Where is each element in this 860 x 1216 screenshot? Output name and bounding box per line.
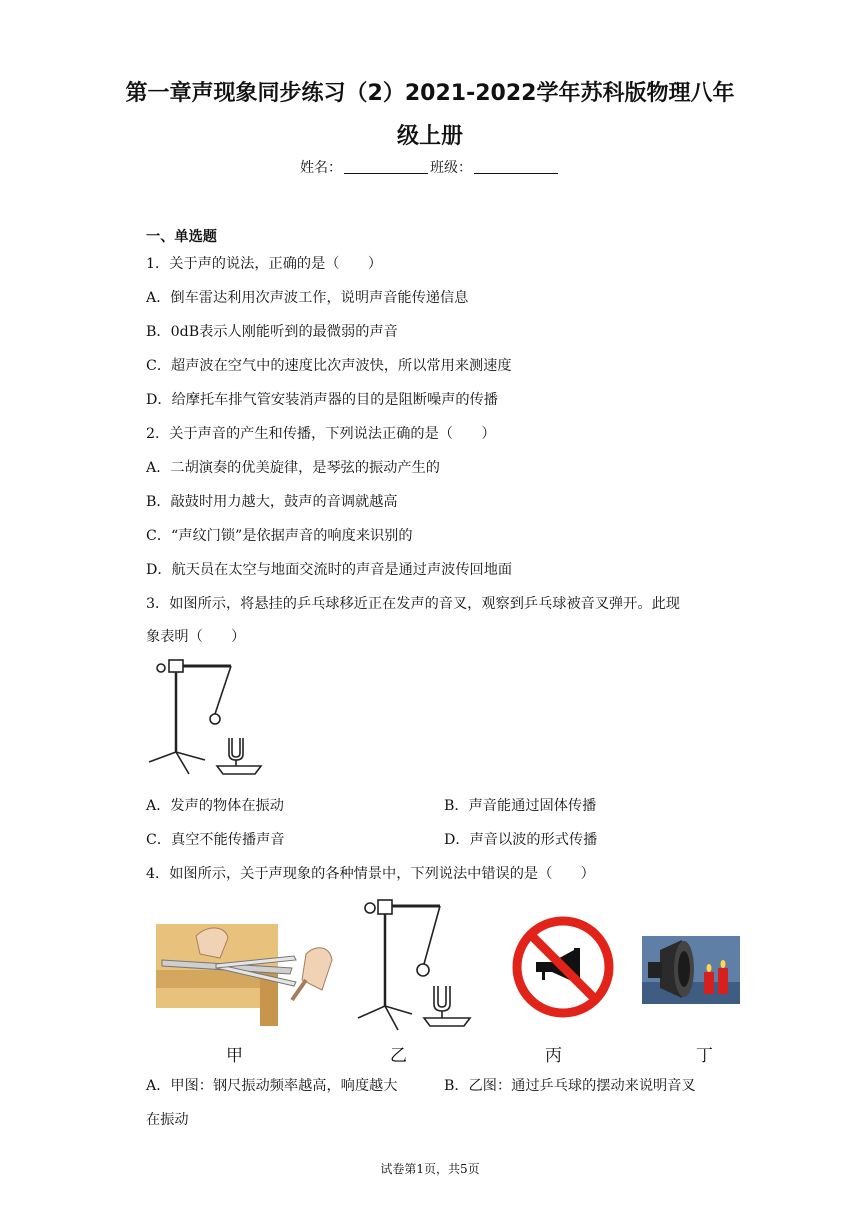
document-title bbox=[100, 72, 760, 158]
name-blank bbox=[344, 173, 428, 174]
q2-option-b: B．敲鼓时用力越大，鼓声的音调就越高 bbox=[146, 494, 398, 510]
q2-option-c: C．“声纹门锁”是依据声音的响度来识别的 bbox=[146, 528, 413, 544]
q1-stem: 1．关于声的说法，正确的是（ ） bbox=[146, 256, 383, 272]
q4-option-a: A．甲图：钢尺振动频率越高，响度越大 bbox=[146, 1078, 398, 1094]
q3-option-b: B．声音能通过固体传播 bbox=[444, 798, 597, 814]
q1-option-d: D．给摩托车排气管安装消声器的目的是阻断噪声的传播 bbox=[146, 392, 498, 408]
page-footer: 试卷第1页，共5页 bbox=[380, 1162, 480, 1176]
q1-option-a: A．倒车雷达利用次声波工作，说明声音能传递信息 bbox=[146, 290, 469, 306]
section-heading: 一、单选题 bbox=[146, 229, 217, 245]
figure-label-yi: 乙 bbox=[390, 1046, 407, 1066]
student-info-line bbox=[0, 157, 860, 177]
speaker-candle-figure bbox=[642, 936, 740, 1004]
q4-stem: 4．如图所示，关于声现象的各种情景中，下列说法中错误的是（ ） bbox=[146, 866, 595, 882]
q3-option-d: D．声音以波的形式传播 bbox=[444, 832, 598, 848]
figure-label-jia: 甲 bbox=[226, 1046, 243, 1066]
figure-label-ding: 丁 bbox=[696, 1046, 713, 1066]
q2-stem: 2．关于声音的产生和传播，下列说法正确的是（ ） bbox=[146, 426, 496, 442]
q3-stem-line-1: 3．如图所示，将悬挂的乒乓球移近正在发声的音叉，观察到乒乓球被音叉弹开。此现 bbox=[146, 596, 680, 612]
q1-option-b: B．0dB表示人刚能听到的最微弱的声音 bbox=[146, 324, 398, 340]
steel-ruler-figure bbox=[156, 918, 342, 1026]
q2-option-a: A．二胡演奏的优美旋律，是琴弦的振动产生的 bbox=[146, 460, 440, 476]
tuning-fork-pendulum-figure bbox=[143, 656, 273, 780]
class-label: 班级： bbox=[430, 160, 472, 176]
figure-label-bing: 丙 bbox=[545, 1046, 562, 1066]
q4-option-b: B．乙图：通过乒乓球的摆动来说明音叉 bbox=[444, 1078, 696, 1094]
q2-option-d: D．航天员在太空与地面交流时的声音是通过声波传回地面 bbox=[146, 562, 513, 578]
q1-option-c: C．超声波在空气中的速度比次声波快，所以常用来测速度 bbox=[146, 358, 512, 374]
class-blank bbox=[474, 173, 558, 174]
q3-stem-line-2: 象表明（ ） bbox=[146, 629, 246, 645]
name-label: 姓名： bbox=[300, 160, 342, 176]
no-horn-sign-figure bbox=[512, 916, 614, 1018]
title-line-1: 第一章声现象同步练习（2）2021-2022学年苏科版物理八年 bbox=[125, 81, 735, 106]
tuning-fork-pendulum-figure-b bbox=[354, 894, 476, 1034]
q3-option-a: A．发声的物体在振动 bbox=[146, 798, 284, 814]
q3-option-c: C．真空不能传播声音 bbox=[146, 832, 285, 848]
title-line-2: 级上册 bbox=[396, 124, 463, 149]
q4-option-b-continued: 在振动 bbox=[146, 1112, 189, 1128]
